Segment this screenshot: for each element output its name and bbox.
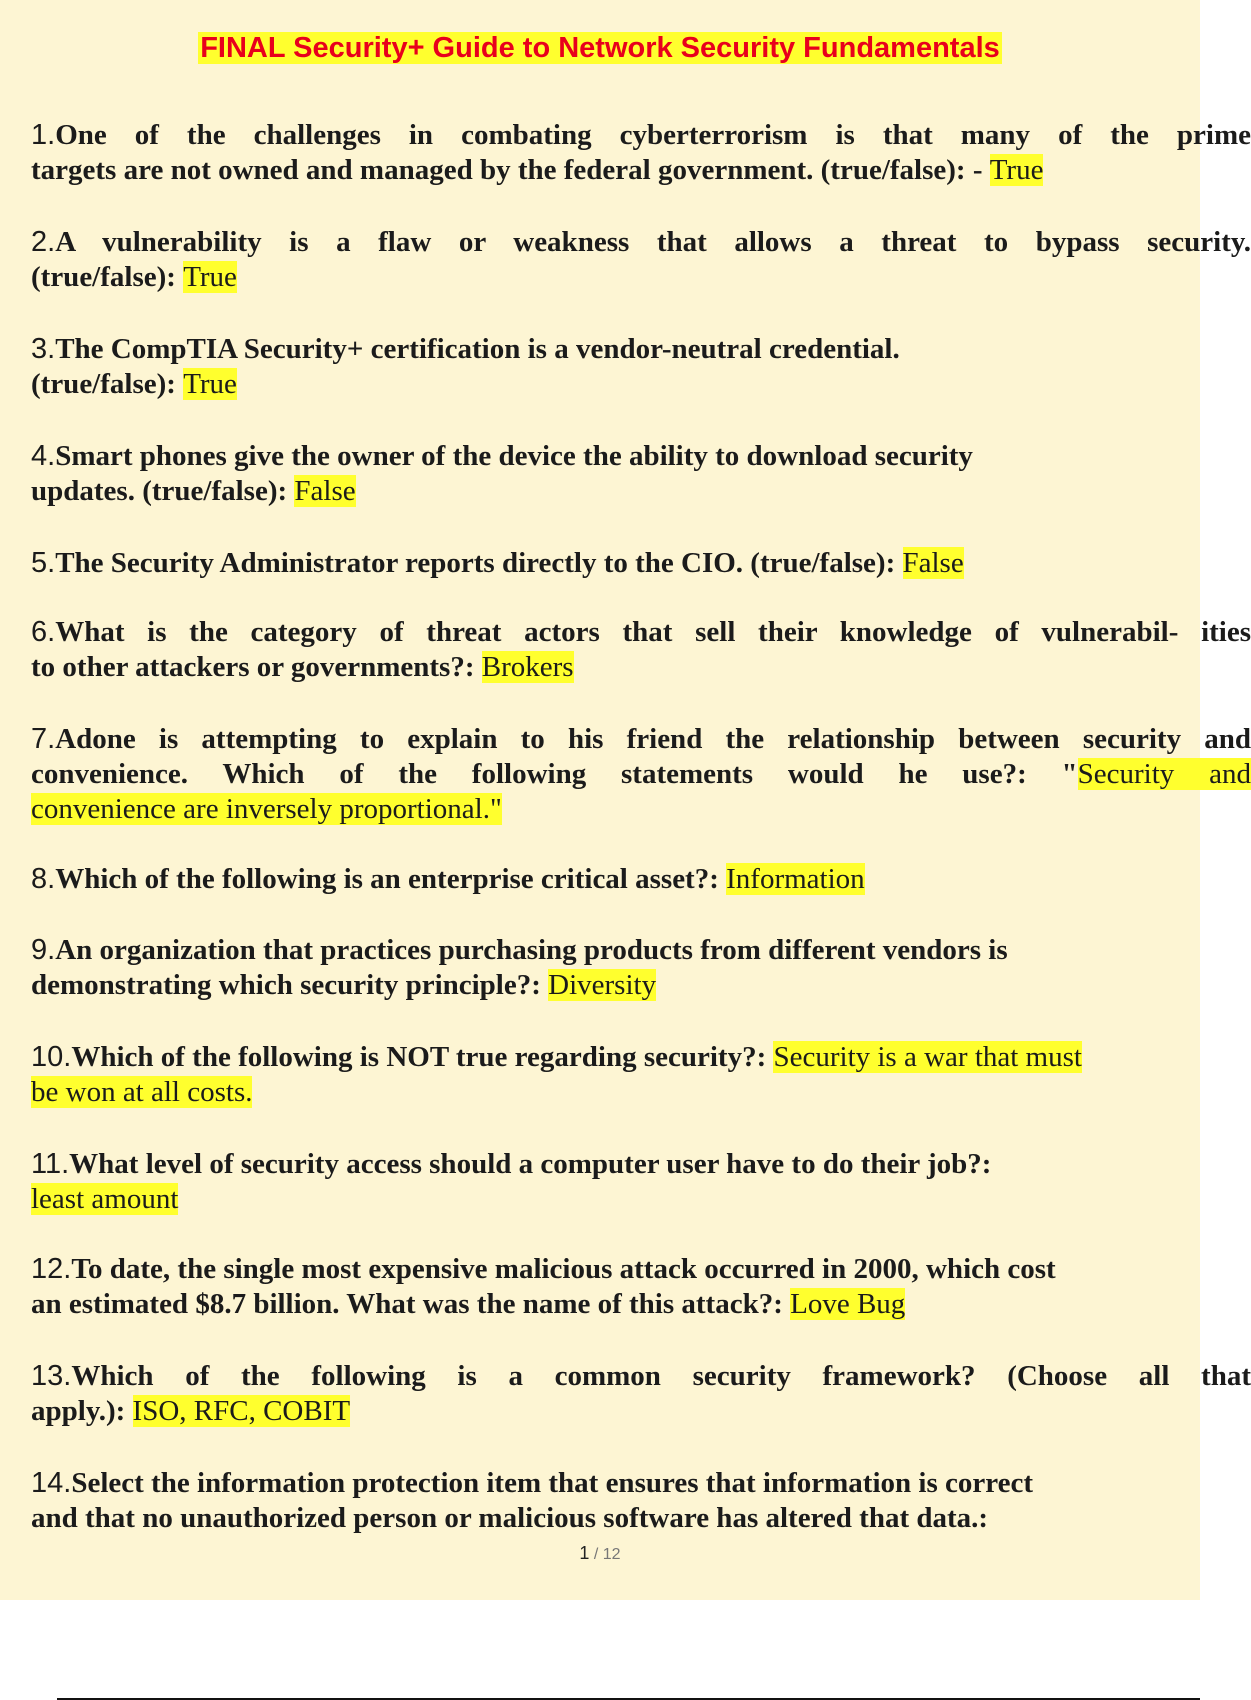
question-10: 10.Which of the following is NOT true regarding security?: Security is a war that must be won at all costs. bbox=[31, 1041, 1082, 1108]
answer-highlight: ISO, RFC, COBIT bbox=[132, 1395, 351, 1427]
answer-highlight: False bbox=[902, 547, 964, 579]
question-13: 13.Which of the following is a common security framework? (Choose all that apply.): ISO, RFC, COBIT bbox=[31, 1360, 1251, 1427]
answer-highlight: Security and bbox=[1077, 758, 1251, 790]
answer-highlight: True bbox=[183, 261, 237, 293]
question-2: 2.A vulnerability is a flaw or weakness that allows a threat to bypass security. (true/false): True bbox=[31, 226, 1251, 293]
answer-highlight: True bbox=[989, 154, 1044, 186]
answer-highlight: Information bbox=[726, 863, 865, 895]
question-3: 3.The CompTIA Security+ certification is a vendor-neutral credential. (true/false): True bbox=[31, 333, 900, 400]
question-1: 1.One of the challenges in combating cyberterrorism is that many of the prime targets are not owned and managed by the federal government. (true/false): - True bbox=[31, 119, 1251, 186]
question-8: 8.Which of the following is an enterprise critical asset?: Information bbox=[31, 863, 865, 895]
question-9: 9.An organization that practices purchasing products from different vendors is demonstrating which security principle?: Diversity bbox=[31, 934, 1008, 1001]
answer-highlight: True bbox=[183, 368, 237, 400]
question-11: 11.What level of security access should a computer user have to do their job?: least amount bbox=[31, 1148, 992, 1215]
document-title: FINAL Security+ Guide to Network Security Fundamentals bbox=[200, 32, 1000, 64]
question-5: 5.The Security Administrator reports directly to the CIO. (true/false): False bbox=[31, 547, 964, 579]
answer-highlight: Love Bug bbox=[790, 1288, 906, 1320]
answer-highlight: Security is a war that must bbox=[773, 1041, 1082, 1073]
question-4: 4.Smart phones give the owner of the device the ability to download security updates. (true/false): False bbox=[31, 440, 973, 507]
answer-highlight: Diversity bbox=[548, 969, 657, 1001]
question-7: 7.Adone is attempting to explain to his friend the relationship between security and convenience. Which of the following statements would he use?: "Security and convenience are inversely proportional." bbox=[31, 723, 1251, 825]
question-6: 6.What is the category of threat actors that sell their knowledge of vulnerabil- ities to other attackers or governments?: Brokers bbox=[31, 616, 1251, 683]
question-12: 12.To date, the single most expensive malicious attack occurred in 2000, which cost an estimated $8.7 billion. What was the name of this attack?: Love Bug bbox=[31, 1253, 1056, 1320]
answer-highlight: Brokers bbox=[481, 651, 574, 683]
answer-highlight: False bbox=[294, 475, 356, 507]
question-14: 14.Select the information protection item that ensures that information is correct and that no unauthorized person or malicious software has altered that data.: bbox=[31, 1467, 1033, 1534]
answer-highlight: convenience are inversely proportional." bbox=[31, 793, 502, 825]
answer-highlight: be won at all costs. bbox=[31, 1076, 253, 1108]
answer-highlight: least amount bbox=[31, 1183, 179, 1215]
page-indicator: 1 / 12 bbox=[579, 1543, 621, 1563]
